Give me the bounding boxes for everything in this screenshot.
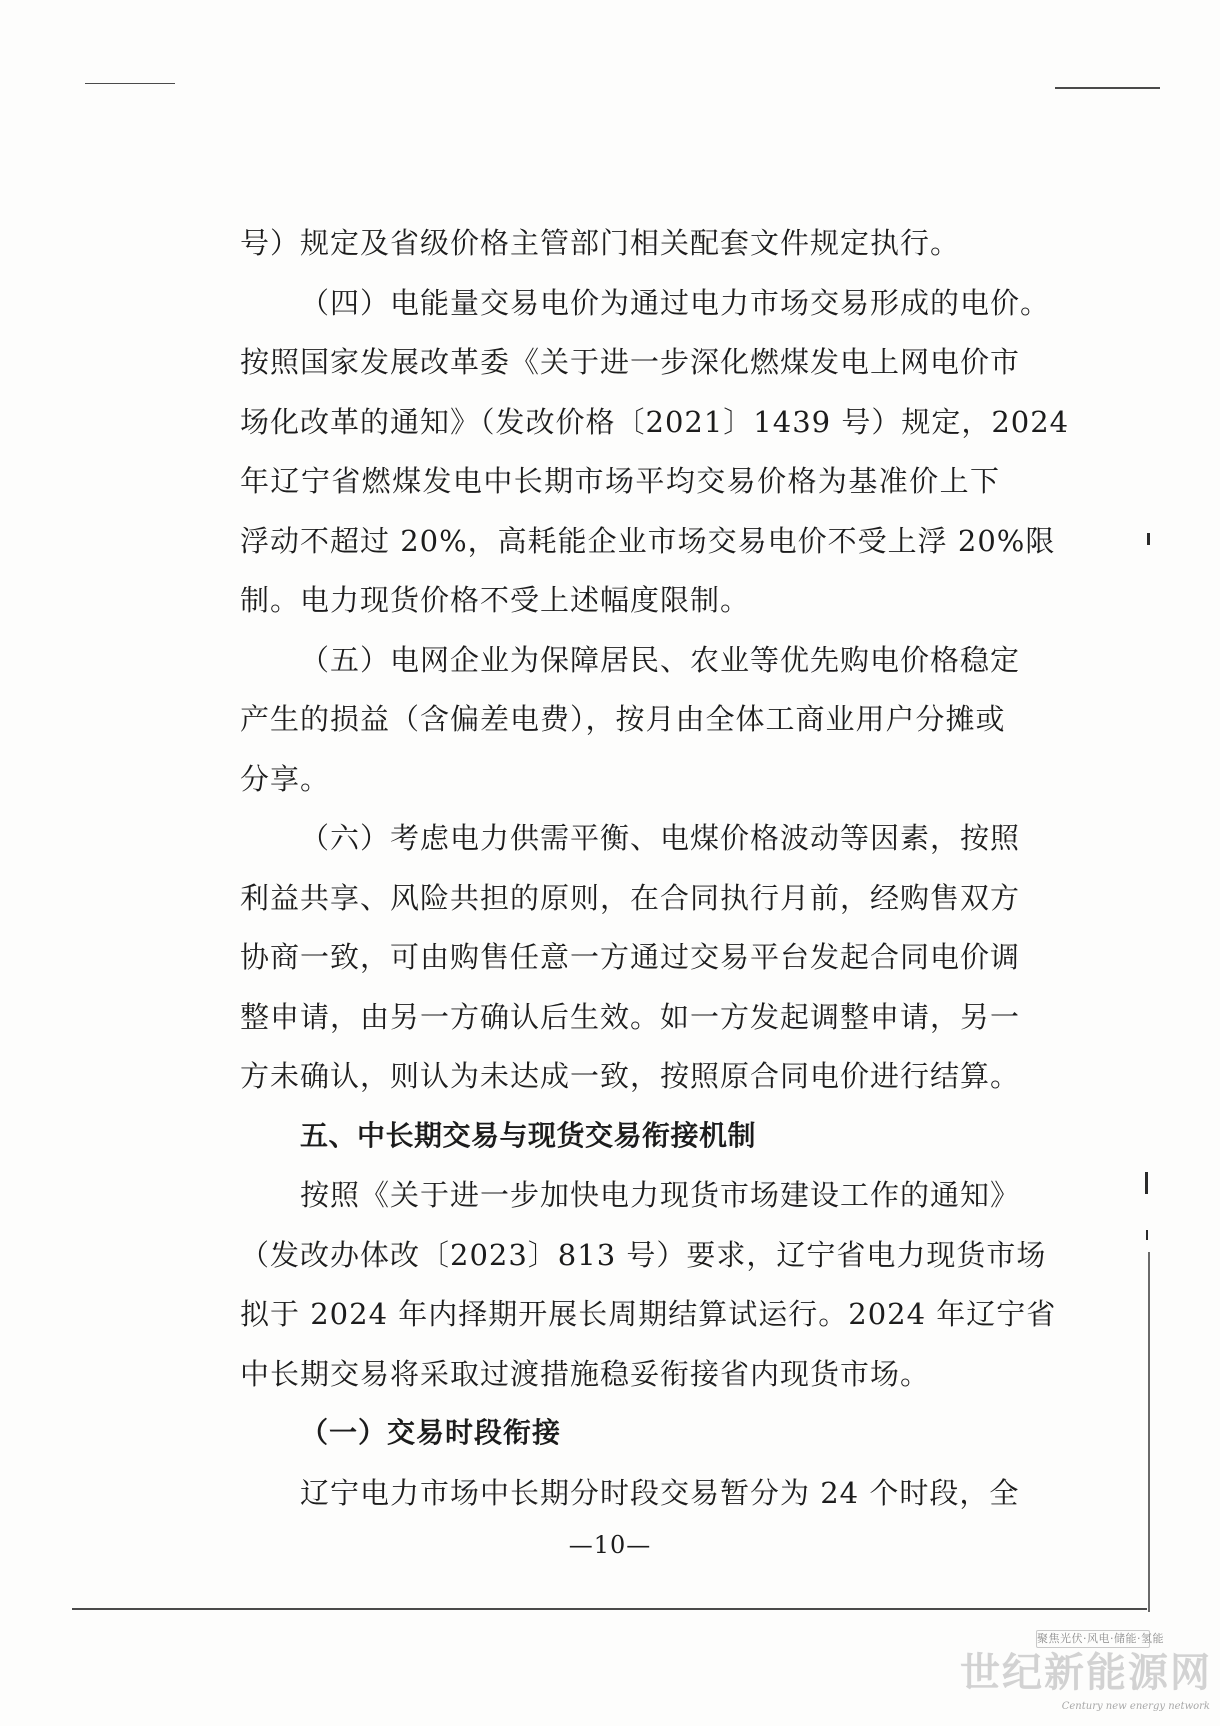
watermark-subtitle: Century new energy network: [1061, 1701, 1210, 1712]
text-line: 号）规定及省级价格主管部门相关配套文件规定执行。: [240, 226, 961, 260]
scan-mark: [1147, 533, 1150, 545]
text-line: 制。电力现货价格不受上述幅度限制。: [240, 583, 751, 617]
text-line: 整申请，由另一方确认后生效。如一方发起调整申请，另一: [240, 1000, 1021, 1034]
text-line: 拟于 2024 年内择期开展长周期结算试运行。2024 年辽宁省: [240, 1297, 1057, 1331]
text-line: （四）电能量交易电价为通过电力市场交易形成的电价。: [300, 286, 1051, 320]
header-rule-left: [85, 83, 175, 84]
scan-mark: [1146, 1230, 1148, 1240]
watermark-logo: [960, 1628, 1215, 1723]
section-heading: 五、中长期交易与现货交易衔接机制: [300, 1119, 757, 1152]
text-line: 按照国家发展改革委《关于进一步深化燃煤发电上网电价市: [240, 345, 1021, 379]
scan-mark: [1145, 1172, 1148, 1194]
watermark-title: 世纪新能源网: [960, 1649, 1212, 1696]
text-line: 中长期交易将采取过渡措施稳妥衔接省内现货市场。: [240, 1357, 931, 1391]
text-line: 年辽宁省燃煤发电中长期市场平均交易价格为基准价上下: [240, 464, 1000, 498]
text-line: 辽宁电力市场中长期分时段交易暂分为 24 个时段，全: [300, 1476, 1020, 1510]
watermark-tagline: 聚焦光伏·风电·储能·氢能: [1036, 1630, 1150, 1648]
text-line: （五）电网企业为保障居民、农业等优先购电价格稳定: [300, 643, 1021, 677]
text-line: 利益共享、风险共担的原则，在合同执行月前，经购售双方: [240, 881, 1021, 915]
header-rule-right: [1055, 87, 1160, 89]
text-line: 按照《关于进一步加快电力现货市场建设工作的通知》: [300, 1178, 1021, 1212]
text-line: 方未确认，则认为未达成一致，按照原合同电价进行结算。: [240, 1059, 1021, 1093]
footer-rule: [72, 1608, 1147, 1610]
text-line: 场化改革的通知》（发改价格〔2021〕1439 号）规定，2024: [240, 405, 1070, 439]
text-line: 协商一致，可由购售任意一方通过交易平台发起合同电价调: [240, 940, 1021, 974]
text-line: （六）考虑电力供需平衡、电煤价格波动等因素，按照: [300, 821, 1021, 855]
page-number: —10—: [568, 1531, 652, 1559]
text-line: 分享。: [240, 762, 331, 796]
text-line: 产生的损益（含偏差电费），按月由全体工商业用户分摊或: [240, 702, 1006, 736]
subsection-heading: （一）交易时段衔接: [300, 1416, 562, 1449]
text-line: 浮动不超过 20%，高耗能企业市场交易电价不受上浮 20%限: [240, 524, 1056, 558]
text-line: （发改办体改〔2023〕813 号）要求，辽宁省电力现货市场: [240, 1238, 1047, 1272]
